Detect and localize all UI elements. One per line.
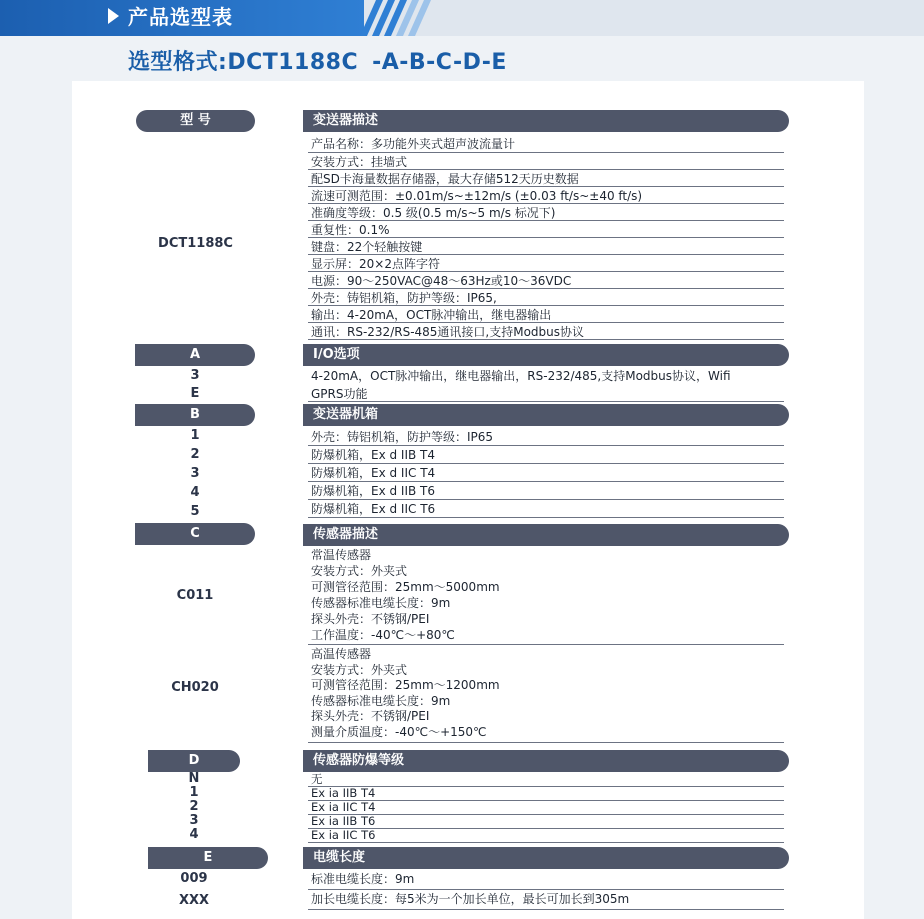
section-d-code: 4 bbox=[189, 827, 199, 842]
sensor-code: C011 bbox=[176, 588, 214, 603]
sensor-line: 高温传感器 bbox=[311, 647, 372, 661]
description-column-header: 变送器描述 bbox=[303, 110, 789, 132]
section-a-code: 3 bbox=[190, 368, 200, 383]
sensor-line: 常温传感器 bbox=[311, 548, 372, 562]
section-b-row: 外壳：铸铝机箱，防护等级：IP65 bbox=[308, 428, 784, 446]
section-b-row: 防爆机箱，Ex d IIB T6 bbox=[308, 482, 784, 500]
sensor-line: 可测管径范围：25mm～5000mm bbox=[311, 580, 500, 594]
sensor-line: 测量介质温度：-40℃～+150℃ bbox=[311, 724, 487, 739]
format-title bbox=[128, 48, 507, 78]
section-b-code: 1 bbox=[190, 428, 200, 443]
spec-row: 配SD卡海量数据存储器，最大存储512天历史数据 bbox=[308, 170, 784, 187]
section-b-code: 2 bbox=[190, 447, 200, 462]
model-column-header: 型 号 bbox=[136, 110, 255, 132]
format-model: DCT1188C bbox=[227, 50, 359, 75]
sensor-line: 传感器标准电缆长度：9m bbox=[311, 693, 451, 708]
section-d-row: Ex ia IIC T4 bbox=[308, 801, 784, 815]
sensor-line: 探头外壳：不锈钢/PEI bbox=[311, 709, 430, 723]
section-b-code: 3 bbox=[190, 466, 200, 481]
section-b-row: 防爆机箱，Ex d IIC T6 bbox=[308, 500, 784, 518]
sensor-line: 可测管径范围：25mm～1200mm bbox=[311, 678, 500, 692]
section-d-row: 无 bbox=[308, 773, 784, 787]
section-b-row: 防爆机箱，Ex d IIC T4 bbox=[308, 464, 784, 482]
spec-row: 通讯：RS-232/RS-485通讯接口,支持Modbus协议 bbox=[308, 323, 784, 340]
section-c-letter: C bbox=[135, 523, 255, 545]
spec-row: 外壳：铸铝机箱，防护等级：IP65, bbox=[308, 289, 784, 306]
spec-row: 准确度等级：0.5 级(0.5 m/s~5 m/s 标况下) bbox=[308, 204, 784, 221]
play-arrow-icon bbox=[108, 8, 119, 24]
section-b-code: 5 bbox=[190, 504, 200, 519]
section-a-title: I/O选项 bbox=[303, 344, 789, 366]
spec-row: 产品名称：多功能外夹式超声波流量计 bbox=[308, 135, 784, 153]
section-a-line: 4-20mA，OCT脉冲输出，继电器输出，RS-232/485,支持Modbus协议，Wifi bbox=[311, 369, 731, 383]
section-d-row: Ex ia IIB T4 bbox=[308, 787, 784, 801]
section-e-row: 标准电缆长度：9m bbox=[308, 870, 784, 890]
format-label: 选型格式: bbox=[128, 50, 228, 75]
section-b-code: 4 bbox=[190, 485, 200, 500]
section-d-code: 2 bbox=[189, 799, 199, 814]
spec-row: 显示屏：20×2点阵字符 bbox=[308, 255, 784, 272]
spec-row: 流速可测范围：±0.01m/s~±12m/s (±0.03 ft/s~±40 ft/s) bbox=[308, 187, 784, 204]
sensor-line: 探头外壳：不锈钢/PEI bbox=[311, 612, 430, 626]
section-e-letter: E bbox=[148, 847, 268, 869]
sensor-line: 安装方式：外夹式 bbox=[311, 564, 408, 578]
section-d-title: 传感器防爆等级 bbox=[303, 750, 789, 772]
section-c-title: 传感器描述 bbox=[303, 524, 789, 546]
page-title: 产品选型表 bbox=[128, 5, 233, 29]
sensor-description bbox=[308, 647, 784, 743]
spec-row: 电源：90～250VAC@48～63Hz或10～36VDC bbox=[308, 272, 784, 289]
section-d-letter: D bbox=[148, 750, 240, 772]
section-d-code: 1 bbox=[189, 785, 199, 800]
header-band bbox=[0, 0, 924, 36]
spec-row: 重复性：0.1% bbox=[308, 221, 784, 238]
section-e-title: 电缆长度 bbox=[303, 847, 789, 869]
section-d-code: N bbox=[188, 771, 200, 786]
section-e-code: XXX bbox=[178, 893, 210, 908]
section-b-row: 防爆机箱，Ex d IIB T4 bbox=[308, 446, 784, 464]
section-d-code: 3 bbox=[189, 813, 199, 828]
section-e-code: 009 bbox=[180, 871, 208, 886]
section-b-letter: B bbox=[135, 404, 255, 426]
spec-row: 键盘：22个轻触按键 bbox=[308, 238, 784, 255]
section-d-row: Ex ia IIC T6 bbox=[308, 829, 784, 843]
section-e-row: 加长电缆长度：每5米为一个加长单位，最长可加长到305m bbox=[308, 890, 784, 910]
base-model-code: DCT1188C bbox=[158, 236, 233, 251]
sensor-description bbox=[308, 547, 784, 645]
sensor-line: 工作温度：-40℃～+80℃ bbox=[311, 628, 455, 642]
section-b-title: 变送器机箱 bbox=[303, 404, 789, 426]
spec-row: 安装方式：挂墙式 bbox=[308, 153, 784, 170]
section-a-code: E bbox=[190, 386, 200, 401]
section-d-row: Ex ia IIB T6 bbox=[308, 815, 784, 829]
spec-row: 输出：4-20mA，OCT脉冲输出，继电器输出 bbox=[308, 306, 784, 323]
sensor-code: CH020 bbox=[171, 680, 219, 695]
section-a-line: GPRS功能 bbox=[308, 385, 784, 402]
sensor-line: 安装方式：外夹式 bbox=[311, 662, 408, 677]
sensor-line: 传感器标准电缆长度：9m bbox=[311, 596, 451, 610]
format-suffix: -A-B-C-D-E bbox=[372, 50, 507, 75]
section-a-letter: A bbox=[135, 344, 255, 366]
